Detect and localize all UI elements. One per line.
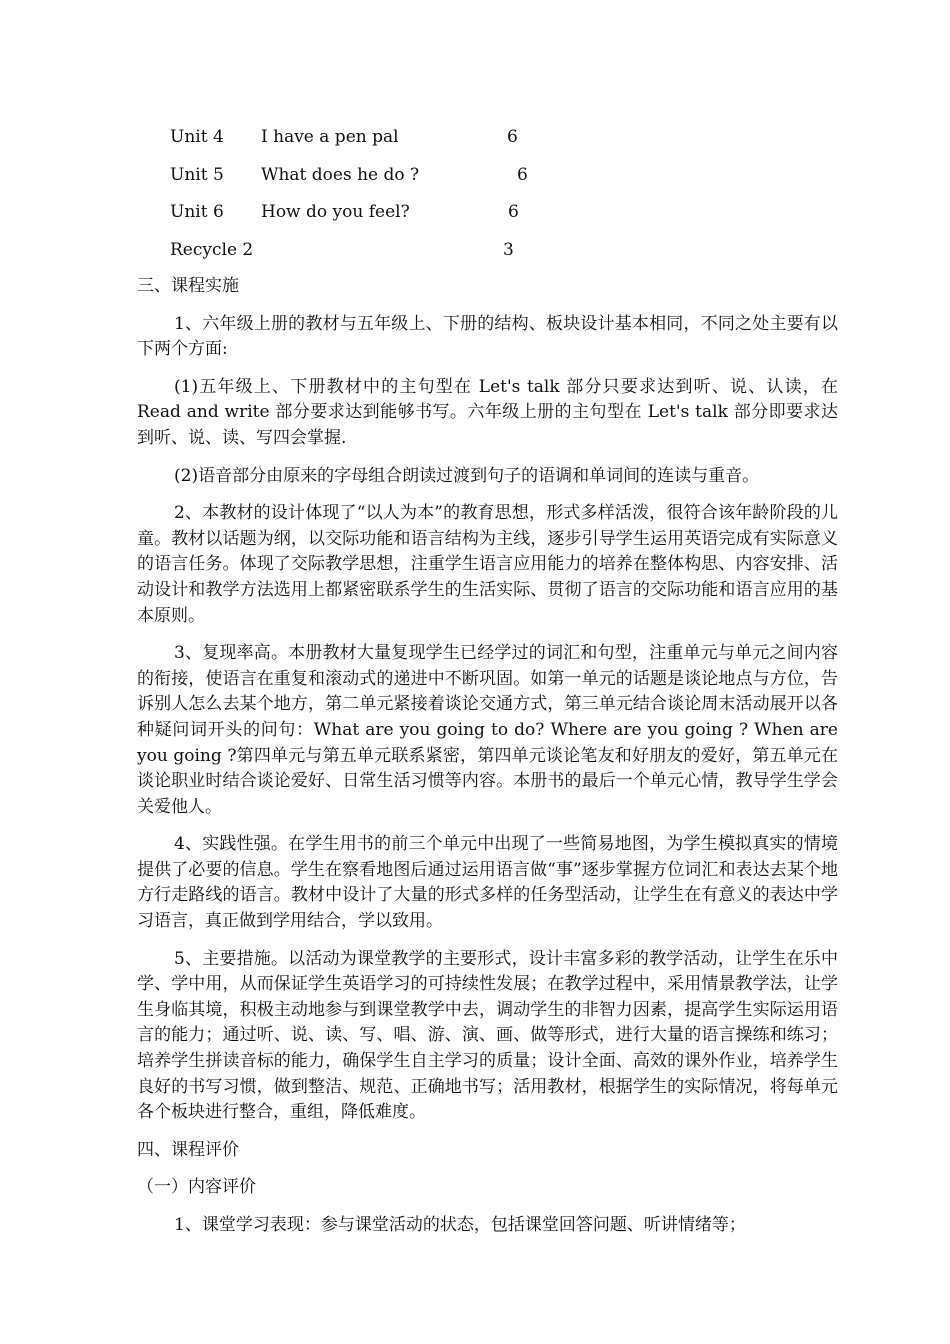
unit-name: Unit 5 xyxy=(170,164,224,185)
paragraph: 2、本教材的设计体现了“以人为本”的教育思想，形式多样活泼，很符合该年龄阶段的儿童。教材以话题为纲，以交际功能和语言结构为主线，逐步引导学生运用英语完成有实际意义的语言任务。体现了交际教学思想，注重学生语言应用能力的培养在整体构思、内容安排、活动设计和教学方法选用上都紧密联系学生的生活实际、贯彻了语言的交际功能和语言应用的基本原则。 xyxy=(137,503,838,626)
paragraph: (2)语音部分由原来的字母组合朗读过渡到句子的语调和单词间的连读与重音。 xyxy=(174,465,760,486)
unit-row xyxy=(170,162,590,200)
unit-hours: 6 xyxy=(508,202,519,222)
unit-row xyxy=(170,237,590,275)
unit-title: I have a pen pal xyxy=(261,127,399,147)
unit-hours: 3 xyxy=(503,239,514,260)
paragraph: (1)五年级上、下册教材中的主句型在 Let's talk 部分只要求达到听、说、认读，在 Read and write 部分要求达到能够书写。六年级上册的主句型在 Let's talk 部分即要求达到听、说、读、写四会掌握. xyxy=(137,376,838,448)
section-heading: 三、课程实施 xyxy=(137,276,239,296)
paragraph: 5、主要措施。以活动为课堂教学的主要形式，设计丰富多彩的教学活动，让学生在乐中学、学中用，从而保证学生英语学习的可持续性发展；在教学过程中，采用情景教学法，让学生身临其境，积极主动地参与到课堂教学中去，调动学生的非智力因素，提高学生实际运用语言的能力；通过听、说、读、写、唱、游、演、画、做等形式，进行大量的语言操练和练习；培养学生拼读音标的能力，确保学生自主学习的质量；设计全面、高效的课外作业，培养学生良好的书写习惯，做到整洁、规范、正确地书写；活用教材，根据学生的实际情况，将每单元各个板块进行整合，重组，降低难度。 xyxy=(137,948,838,1123)
unit-name: Unit 6 xyxy=(170,202,224,222)
paragraph: 4、实践性强。在学生用书的前三个单元中出现了一些简易地图，为学生模拟真实的情境提供了必要的信息。学生在察看地图后通过运用语言做“事”逐步掌握方位词汇和表达去某个地方行走路线的语言。教材中设计了大量的形式多样的任务型活动，让学生在有意义的表达中学习语言，真正做到学用结合，学以致用。 xyxy=(137,834,838,932)
paragraph: 1、课堂学习表现：参与课堂活动的状态，包括课堂回答问题、听讲情绪等； xyxy=(174,1215,746,1235)
unit-schedule xyxy=(170,124,590,274)
paragraph: 1、六年级上册的教材与五年级上、下册的结构、板块设计基本相同，不同之处主要有以下两个方面: xyxy=(137,313,838,360)
body-text xyxy=(137,274,838,1251)
unit-hours: 6 xyxy=(507,127,518,147)
paragraph: 3、复现率高。本册教材大量复现学生已经学过的词汇和句型，注重单元与单元之间内容的衔接，使语言在重复和滚动式的递进中不断巩固。如第一单元的话题是谈论地点与方位，告诉别人怎么去某个地方，第二单元紧接着谈论交通方式，第三单元结合谈论周末活动展开以各种疑问词开头的问句：What are you going to do? Where are you going ? When are you going ?第四单元与第五单元联系紧密，第四单元谈论笔友和好朋友的爱好，第五单元在谈论职业时结合谈论爱好、日常生活习惯等内容。本册书的最后一个单元心情，教导学生学会关爱他人。 xyxy=(137,643,838,817)
unit-row xyxy=(170,199,590,237)
subsection-heading: （一）内容评价 xyxy=(137,1177,256,1198)
unit-hours: 6 xyxy=(517,164,528,185)
unit-row xyxy=(170,124,590,162)
unit-name: Recycle 2 xyxy=(170,239,254,260)
unit-name: Unit 4 xyxy=(170,127,224,147)
unit-title: How do you feel? xyxy=(261,202,410,222)
section-heading: 四、课程评价 xyxy=(137,1139,239,1160)
unit-title: What does he do ? xyxy=(261,164,420,185)
